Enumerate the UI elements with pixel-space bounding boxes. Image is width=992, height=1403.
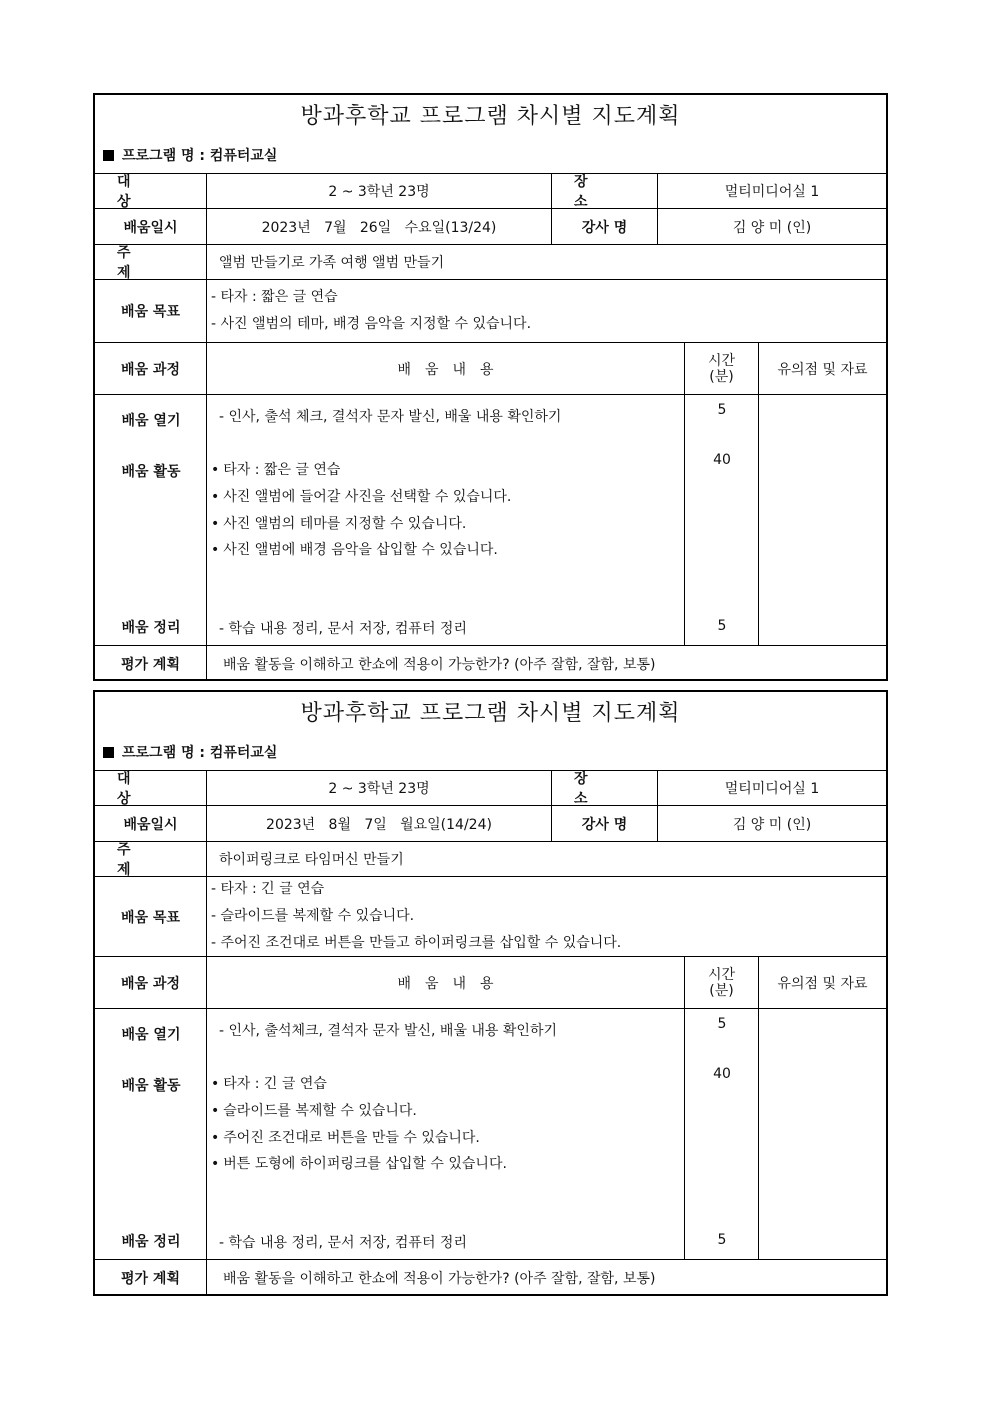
process-body-row xyxy=(95,1008,886,1259)
stage-activity: 배움 활동 xyxy=(121,1078,181,1094)
time-column xyxy=(685,395,759,645)
stage-column xyxy=(95,1009,207,1259)
note-column xyxy=(759,395,886,645)
teacher-value: 김 양 미 (인) xyxy=(732,816,812,833)
process-header-row xyxy=(95,342,886,394)
content-column xyxy=(207,1009,685,1259)
activity-time: 40 xyxy=(713,1066,731,1082)
target-label: 대 상 xyxy=(95,174,207,208)
place-value: 멀티미디어실 1 xyxy=(724,781,820,797)
target-label: 대 상 xyxy=(95,771,207,805)
teacher-label: 강사 명 xyxy=(552,806,658,841)
teacher-value: 김 양 미 (인) xyxy=(732,219,812,236)
activity-time: 40 xyxy=(713,452,731,468)
topic-value: 앨범 만들기로 가족 여행 앨범 만들기 xyxy=(219,255,445,271)
goal-label: 배움 목표 xyxy=(95,280,207,342)
content-column xyxy=(207,395,685,645)
time-header: 시간 (분) xyxy=(685,343,759,394)
target-row xyxy=(95,770,886,805)
program-name-text: 프로그램 명 : 컴퓨터교실 xyxy=(122,745,278,761)
date-value: 2023년 8월 7일 월요일(14/24) xyxy=(207,806,552,841)
process-label: 배움 과정 xyxy=(95,957,207,1008)
place-label: 장 소 xyxy=(552,771,658,805)
eval-row xyxy=(95,645,886,681)
topic-row xyxy=(95,244,886,279)
process-body-row xyxy=(95,394,886,645)
plan-title: 방과후학교 프로그램 차시별 지도계획 xyxy=(300,701,681,726)
goal-item: - 사진 앨범의 테마, 배경 음악을 지정할 수 있습니다. xyxy=(211,316,532,332)
time-column xyxy=(685,1009,759,1259)
activity-item: • 주어진 조건대로 버튼을 만들 수 있습니다. xyxy=(211,1127,480,1147)
stage-column xyxy=(95,395,207,645)
open-time: 5 xyxy=(717,1016,727,1032)
stage-open: 배움 열기 xyxy=(121,413,181,429)
target-row xyxy=(95,173,886,208)
open-text: - 인사, 출석체크, 결석자 문자 발신, 배울 내용 확인하기 xyxy=(219,1023,558,1039)
program-name-text: 프로그램 명 : 컴퓨터교실 xyxy=(122,148,278,164)
stage-activity: 배움 활동 xyxy=(121,464,181,480)
goal-row xyxy=(95,876,886,956)
square-bullet-icon xyxy=(103,747,114,758)
topic-value: 하이퍼링크로 타임머신 만들기 xyxy=(219,852,404,868)
activity-item: • 타자 : 짧은 글 연습 xyxy=(211,459,340,479)
goal-label: 배움 목표 xyxy=(95,877,207,956)
goal-item: - 주어진 조건대로 버튼을 만들고 하이퍼링크를 삽입할 수 있습니다. xyxy=(211,935,622,951)
close-text: - 학습 내용 정리, 문서 저장, 컴퓨터 정리 xyxy=(219,621,467,637)
eval-label: 평가 계획 xyxy=(95,1260,207,1295)
teacher-label: 강사 명 xyxy=(552,209,658,244)
process-header-row xyxy=(95,956,886,1008)
square-bullet-icon xyxy=(103,150,114,161)
date-value: 2023년 7월 26일 수요일(13/24) xyxy=(207,209,552,244)
close-time: 5 xyxy=(717,618,727,634)
eval-row xyxy=(95,1259,886,1295)
activity-item: • 사진 앨범의 테마를 지정할 수 있습니다. xyxy=(211,513,466,533)
topic-label: 주 제 xyxy=(95,842,207,876)
content-header: 배움내용 xyxy=(207,957,685,1008)
topic-row xyxy=(95,841,886,876)
open-time: 5 xyxy=(717,402,727,418)
activity-item: • 사진 앨범에 들어갈 사진을 선택할 수 있습니다. xyxy=(211,486,511,506)
eval-text: 배움 활동을 이해하고 한쇼에 적용이 가능한가? (아주 잘함, 잘함, 보통) xyxy=(223,656,656,673)
activity-item: • 타자 : 긴 글 연습 xyxy=(211,1073,327,1093)
goal-item: - 타자 : 짧은 글 연습 xyxy=(211,289,338,305)
goal-item: - 슬라이드를 복제할 수 있습니다. xyxy=(211,908,415,924)
lesson-plan-1 xyxy=(93,93,888,681)
program-name xyxy=(95,139,886,173)
stage-close: 배움 정리 xyxy=(121,620,181,636)
note-column xyxy=(759,1009,886,1259)
close-time: 5 xyxy=(717,1232,727,1248)
target-value: 2 ~ 3학년 23명 xyxy=(207,771,552,805)
time-header: 시간 (분) xyxy=(685,957,759,1008)
goal-list xyxy=(207,877,886,956)
open-text: - 인사, 출석 체크, 결석자 문자 발신, 배울 내용 확인하기 xyxy=(219,409,562,425)
eval-label: 평가 계획 xyxy=(95,646,207,681)
target-value: 2 ~ 3학년 23명 xyxy=(207,174,552,208)
stage-open: 배움 열기 xyxy=(121,1027,181,1043)
close-text: - 학습 내용 정리, 문서 저장, 컴퓨터 정리 xyxy=(219,1235,467,1251)
note-header: 유의점 및 자료 xyxy=(777,361,868,378)
date-label: 배움일시 xyxy=(95,806,207,841)
goal-row xyxy=(95,279,886,342)
goal-item: - 타자 : 긴 글 연습 xyxy=(211,881,325,897)
activity-item: • 사진 앨범에 배경 음악을 삽입할 수 있습니다. xyxy=(211,539,498,559)
stage-close: 배움 정리 xyxy=(121,1234,181,1250)
note-header: 유의점 및 자료 xyxy=(777,975,868,992)
lesson-plan-2 xyxy=(93,690,888,1296)
place-label: 장 소 xyxy=(552,174,658,208)
process-label: 배움 과정 xyxy=(95,343,207,394)
plan-title: 방과후학교 프로그램 차시별 지도계획 xyxy=(300,104,681,129)
date-label: 배움일시 xyxy=(95,209,207,244)
topic-label: 주 제 xyxy=(95,245,207,279)
eval-text: 배움 활동을 이해하고 한쇼에 적용이 가능한가? (아주 잘함, 잘함, 보통) xyxy=(223,1270,656,1287)
activity-item: • 슬라이드를 복제할 수 있습니다. xyxy=(211,1100,417,1120)
date-row xyxy=(95,805,886,841)
date-row xyxy=(95,208,886,244)
place-value: 멀티미디어실 1 xyxy=(724,184,820,200)
program-name xyxy=(95,736,886,770)
activity-item: • 버튼 도형에 하이퍼링크를 삽입할 수 있습니다. xyxy=(211,1153,507,1173)
goal-list xyxy=(207,280,886,342)
content-header: 배움내용 xyxy=(207,343,685,394)
